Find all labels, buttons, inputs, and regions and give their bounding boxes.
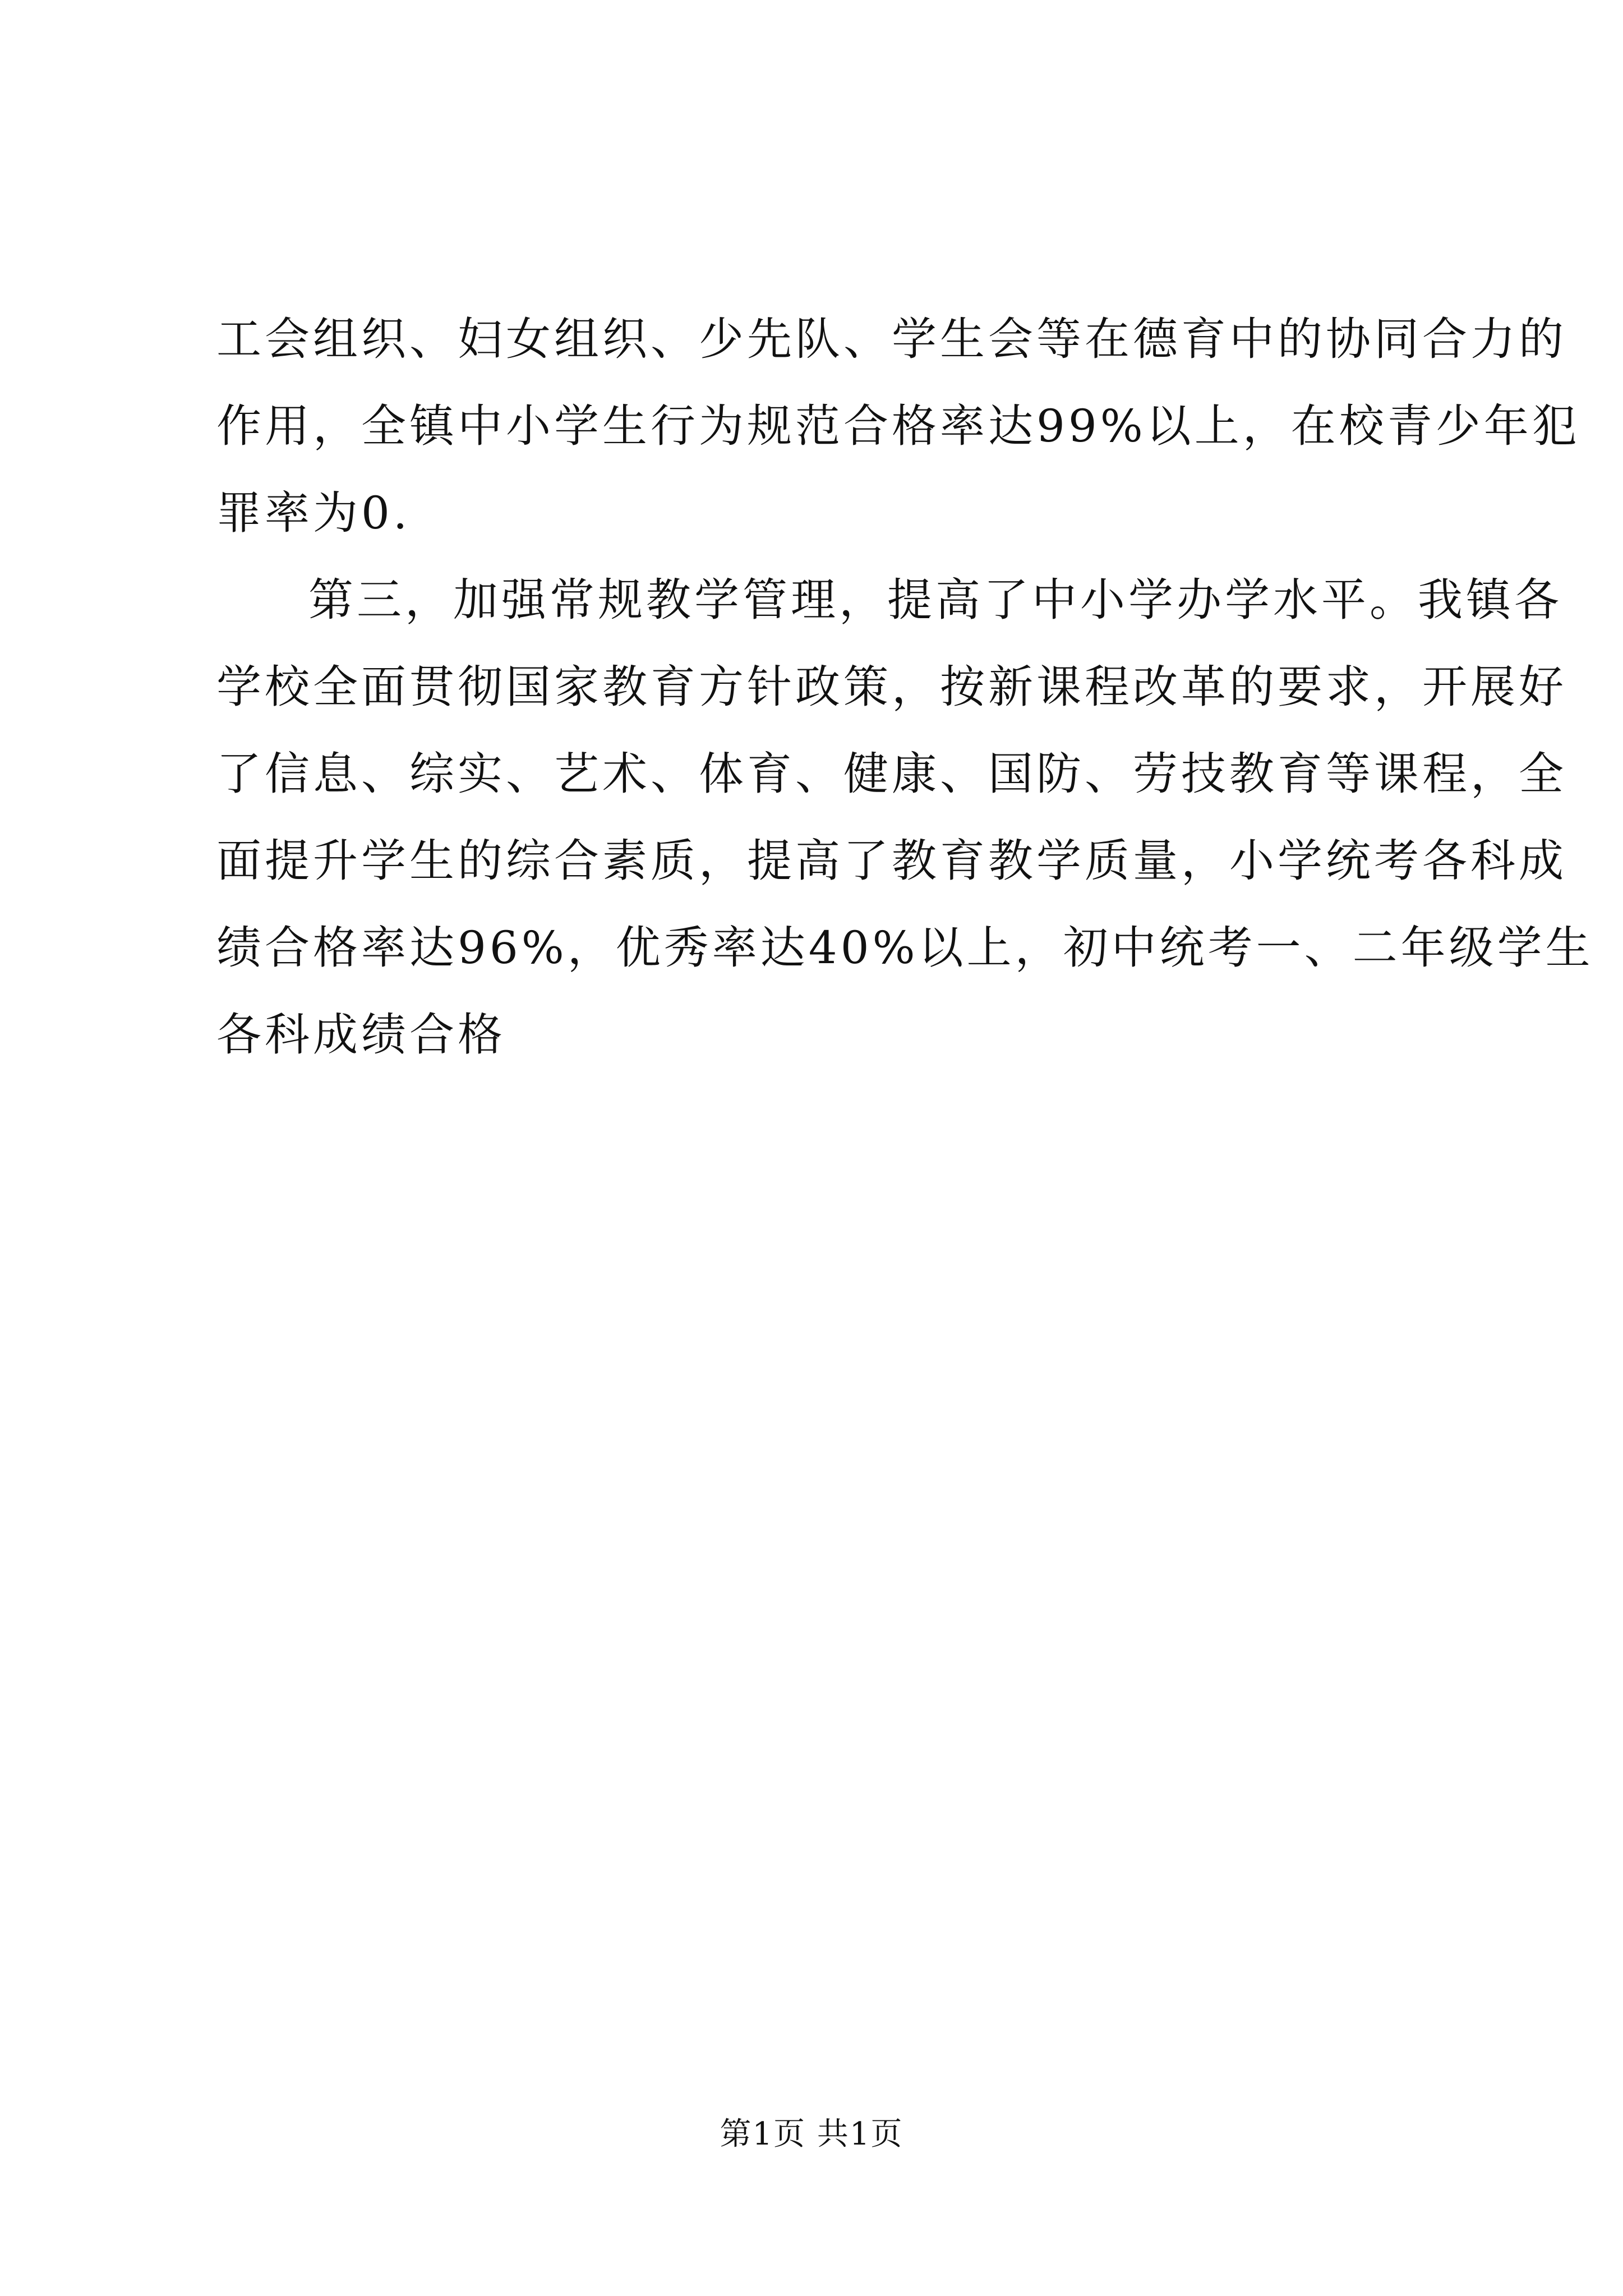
- text-line: 第三，加强常规教学管理，提高了中小学办学水平。我镇各: [308, 574, 1562, 626]
- text-line: 各科成绩合格: [216, 1009, 506, 1061]
- text-line: 作用，全镇中小学生行为规范合格率达99%以上，在校青少年犯: [216, 400, 1580, 452]
- text-line: 学校全面贯彻国家教育方针政策，按新课程改革的要求，开展好: [216, 661, 1567, 713]
- text-line: 绩合格率达96%，优秀率达40%以上，初中统考一、二年级学生: [216, 922, 1594, 974]
- page-footer: 第1页 共1页: [720, 2116, 903, 2152]
- text-line: 罪率为0.: [216, 487, 411, 539]
- text-line: 了信息、综实、艺术、体育、健康、国防、劳技教育等课程，全: [216, 748, 1567, 800]
- text-line: 面提升学生的综合素质，提高了教育教学质量，小学统考各科成: [216, 835, 1567, 887]
- text-line: 工会组织、妇女组织、少先队、学生会等在德育中的协同合力的: [216, 313, 1567, 365]
